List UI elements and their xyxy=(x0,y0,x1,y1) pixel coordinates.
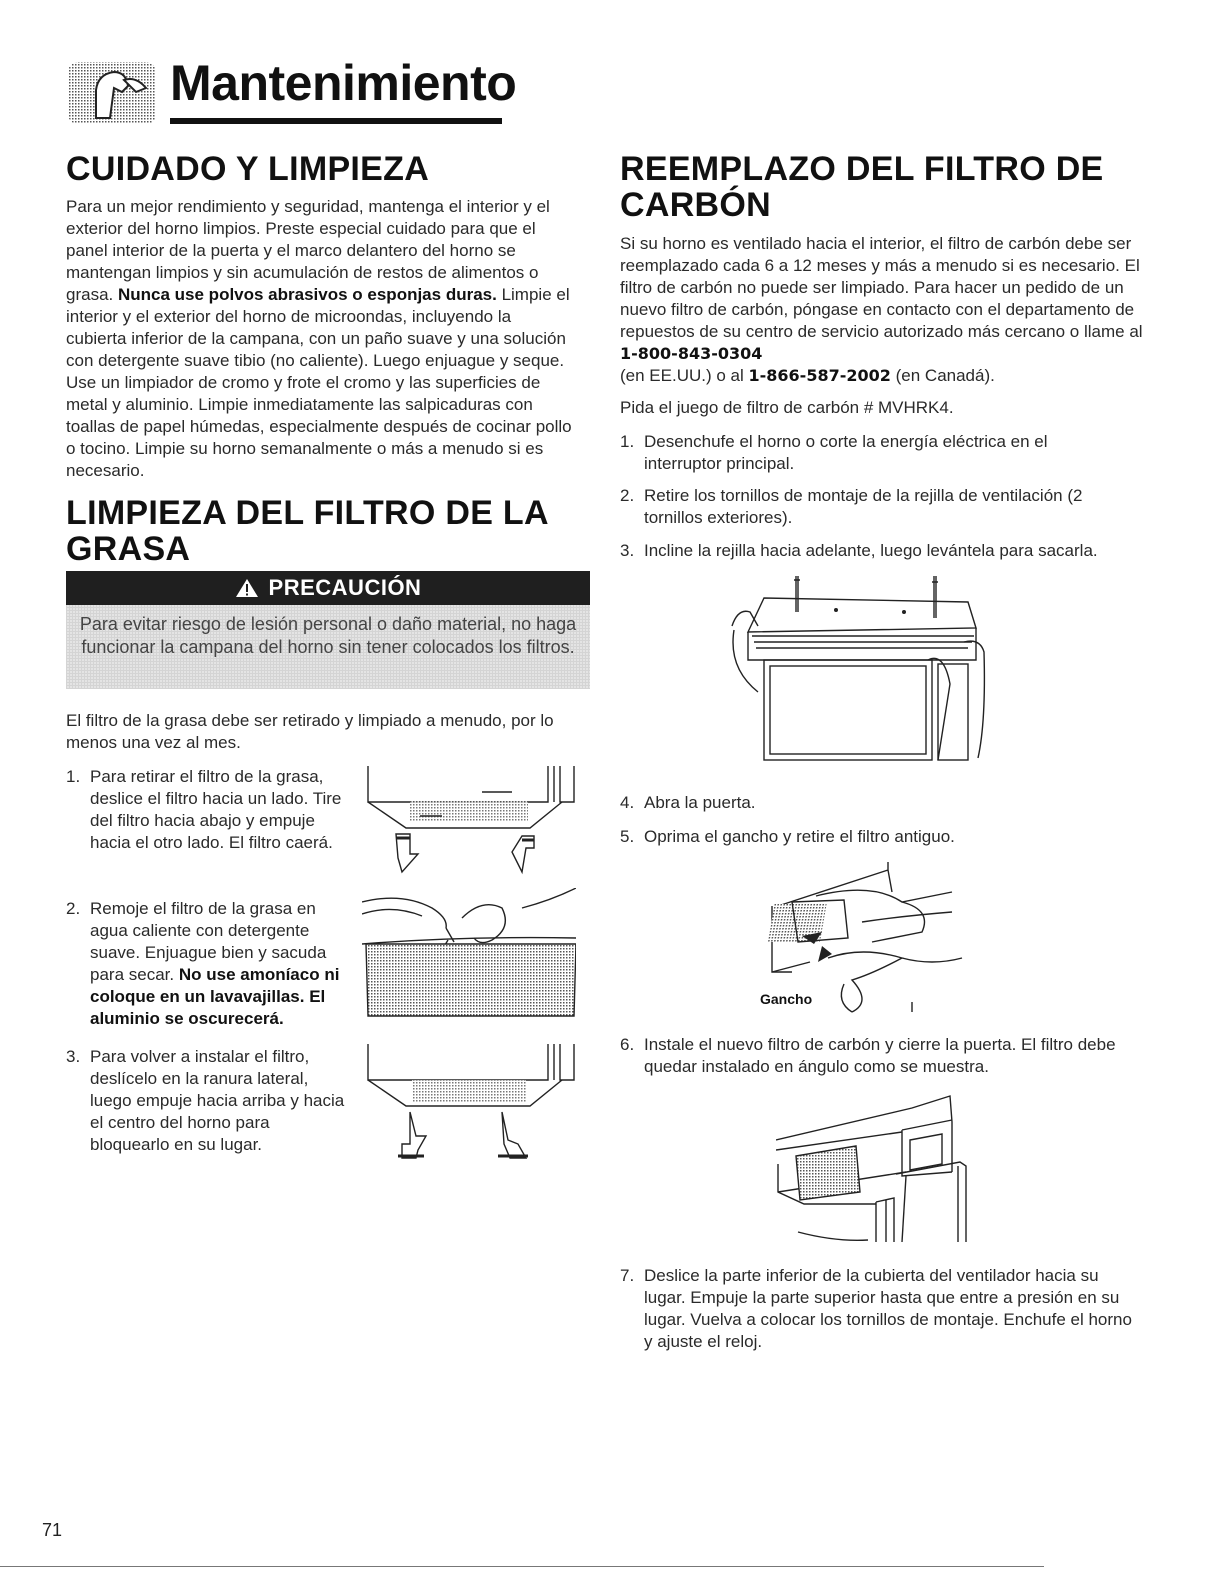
step-text: Para volver a instalar el filtro, deslícelo en la ranura lateral, luego empuje hacia arriba y hacia el centro del horno para bloquearlo en su lugar. xyxy=(90,1047,345,1154)
filter-soak-illustration xyxy=(362,888,576,1028)
step-text: Para retirar el filtro de la grasa, deslice el filtro hacia un lado. Tire del filtro hacia abajo y empuje hacia el otro lado. El filtro caerá. xyxy=(90,767,342,852)
carbon-heading-line2: CARBÓN xyxy=(620,186,772,224)
carbon-text-2: (en EE.UU.) o al xyxy=(620,366,744,385)
footer-rule xyxy=(0,1566,1044,1567)
caution-header xyxy=(66,571,590,605)
maintenance-figure-icon xyxy=(66,58,162,128)
grasa-heading xyxy=(66,496,586,566)
phone-canada: 1-866-587-2002 xyxy=(748,366,891,385)
step-text: Deslice la parte inferior de la cubierta del ventilador hacia su lugar. Empuje la parte superior hasta que entre a presión en su lugar. Vuelva a colocar los tornillos de montaje. Enchufe el horno y ajuste el reloj. xyxy=(644,1266,1132,1351)
page-title: Mantenimiento xyxy=(170,55,517,111)
cuidado-heading: CUIDADO Y LIMPIEZA xyxy=(66,150,430,188)
carbon-step-1 xyxy=(620,431,1070,475)
step-number: 2. xyxy=(66,899,81,918)
step-number: 3. xyxy=(66,1047,81,1066)
step-text: Remoje el filtro de la grasa en agua caliente con detergente suave. Enjuague bien y sacuda para secar. xyxy=(90,899,327,984)
step-warning-bold: No use amoníaco ni coloque en un lavavajillas. El aluminio se oscurecerá. xyxy=(90,965,340,1028)
carbon-paragraph xyxy=(620,233,1144,387)
grasa-step-1 xyxy=(66,766,346,854)
cuidado-paragraph xyxy=(66,196,576,482)
caution-text-line1: Para evitar riesgo de lesión personal o daño material, no haga xyxy=(79,614,577,634)
step-text: Incline la rejilla hacia adelante, luego levántela para sacarla. xyxy=(644,541,1098,560)
step-text: Abra la puerta. xyxy=(644,793,756,812)
cuidado-text-2: Limpie el interior y el exterior del horno de microondas, incluyendo la cubierta inferior de la campana, con un paño suave y una solución con detergente suave tibio (no caliente). Luego enjuague y seque. Use un limpiador de cromo y frote el cromo y las superficies de metal y aluminio. Limpie inmediatamente las salpicaduras con toallas de papel húmedas, especialmente después de cocinar pollo o tocino. Limpie su horno semanalmente o más a menudo si es necesario. xyxy=(66,285,572,480)
step-text: Instale el nuevo filtro de carbón y cierre la puerta. El filtro debe quedar instalado en ángulo como se muestra. xyxy=(644,1035,1116,1076)
phone-us: 1-800-843-0304 xyxy=(620,344,763,363)
grille-removal-illustration xyxy=(728,572,988,772)
step-number: 6. xyxy=(620,1035,635,1054)
carbon-step-4 xyxy=(620,792,1020,814)
filter-removal-illustration xyxy=(362,762,576,880)
grasa-step-2 xyxy=(66,898,348,1030)
cuidado-text-1: Para un mejor rendimiento y seguridad, mantenga el interior y el exterior del horno limpios. Preste especial cuidado para que el panel interior de la puerta y el marco delantero del horno se mantengan limpios y sin acumulación de restos de alimentos o grasa. xyxy=(66,197,550,304)
carbon-heading-line1: REEMPLAZO DEL FILTRO DE xyxy=(620,150,1104,188)
charcoal-filter-install-illustration xyxy=(776,1092,976,1252)
grasa-heading-line2: GRASA xyxy=(66,530,191,568)
step-number: 4. xyxy=(620,793,635,812)
carbon-step-6 xyxy=(620,1034,1140,1078)
carbon-step-7 xyxy=(620,1265,1140,1353)
warning-triangle-icon xyxy=(235,578,259,598)
carbon-heading xyxy=(620,152,1160,222)
caution-title: PRECAUCIÓN xyxy=(268,575,422,600)
caution-body xyxy=(66,605,590,689)
hook-release-illustration xyxy=(752,862,972,1018)
caution-text-line2: funcionar la campana del horno sin tener colocados los filtros. xyxy=(81,637,575,657)
hook-label: Gancho xyxy=(760,991,813,1007)
step-number: 5. xyxy=(620,827,635,846)
title-underline xyxy=(170,118,502,124)
step-number: 1. xyxy=(66,767,81,786)
step-text: Oprima el gancho y retire el filtro antiguo. xyxy=(644,827,955,846)
carbon-kit: Pida el juego de filtro de carbón # MVHRK4. xyxy=(620,398,954,417)
step-number: 3. xyxy=(620,541,635,560)
carbon-text-3: (en Canadá). xyxy=(895,366,995,385)
step-number: 2. xyxy=(620,486,635,505)
carbon-step-5 xyxy=(620,826,1080,848)
grasa-intro: El filtro de la grasa debe ser retirado y limpiado a menudo, por lo menos una vez al mes. xyxy=(66,711,554,752)
grasa-step-3 xyxy=(66,1046,348,1156)
step-number: 7. xyxy=(620,1266,635,1285)
step-text: Desenchufe el horno o corte la energía eléctrica en el interruptor principal. xyxy=(644,432,1048,473)
step-text: Retire los tornillos de montaje de la rejilla de ventilación (2 tornillos exteriores). xyxy=(644,486,1083,527)
grasa-heading-line1: LIMPIEZA DEL FILTRO DE LA xyxy=(66,494,549,532)
filter-install-illustration xyxy=(362,1040,576,1166)
header-icon xyxy=(66,58,162,128)
cuidado-warning-bold: Nunca use polvos abrasivos o esponjas duras. xyxy=(117,285,497,304)
step-number: 1. xyxy=(620,432,635,451)
caution-box xyxy=(66,571,590,689)
carbon-step-2 xyxy=(620,485,1100,529)
page-number: 71 xyxy=(42,1520,63,1540)
carbon-text-1: Si su horno es ventilado hacia el interior, el filtro de carbón debe ser reemplazado cada 6 a 12 meses y más a menudo si es necesario. El filtro de carbón no puede ser limpiado. Para hacer un pedido de un nuevo filtro de carbón, póngase en contacto con el departamento de repuestos de su centro de servicio autorizado más cercano o llame al xyxy=(620,234,1143,341)
carbon-step-3 xyxy=(620,540,1160,562)
